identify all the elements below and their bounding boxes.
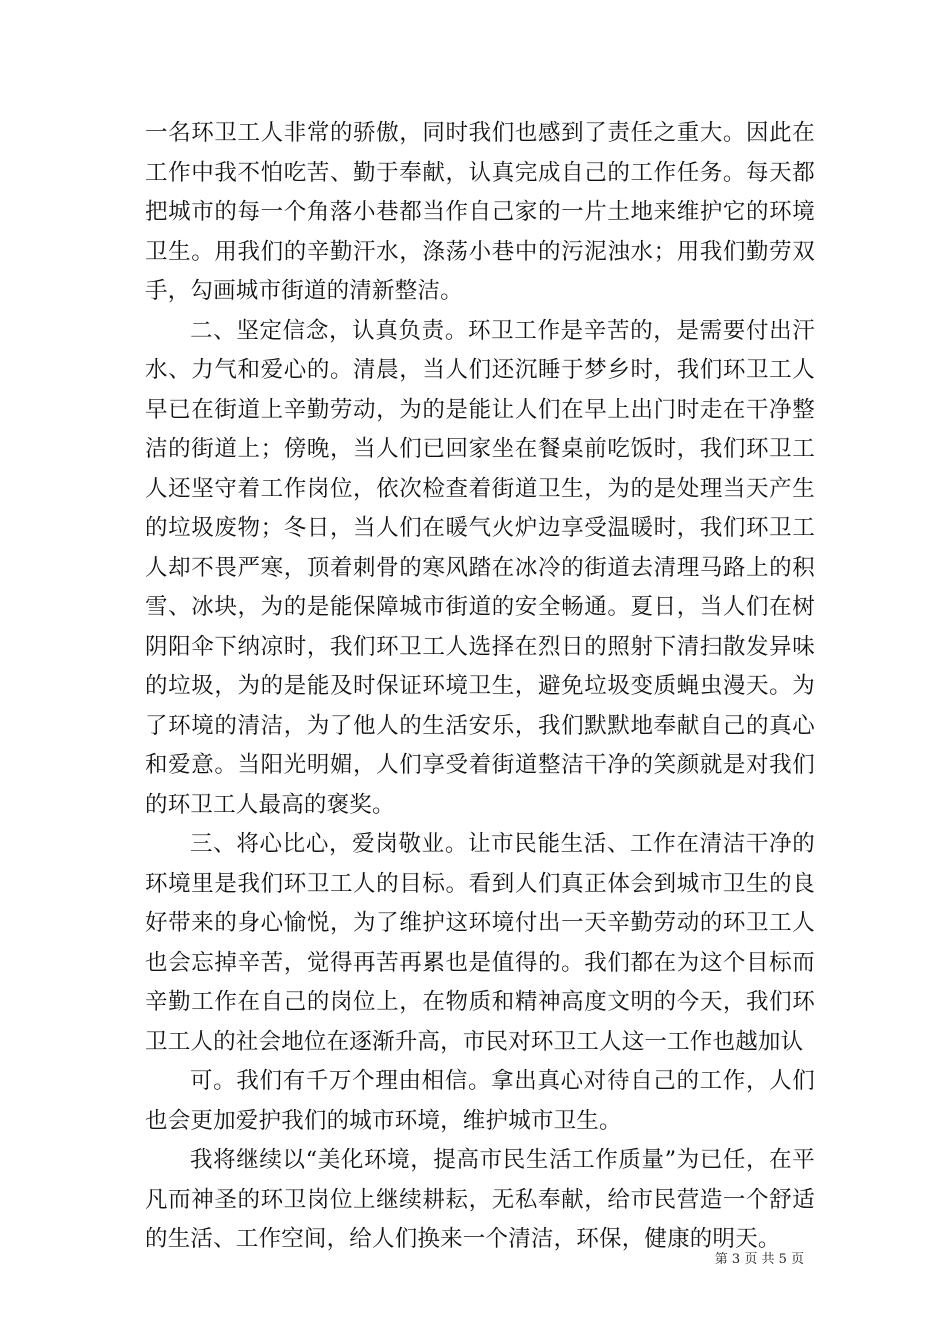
paragraph-closing: 我将继续以“美化环境，提高市民生活工作质量”为已任，在平凡而神圣的环卫岗位上继续耕耘，无私奉献，给市民营造一个舒适的生活、工作空间，给人们换来一个清洁，环保，健康的明天。 — [145, 1147, 815, 1252]
paragraph-continuation: 一名环卫工人非常的骄傲，同时我们也感到了责任之重大。因此在工作中我不怕吃苦、勤于奉献，认真完成自己的工作任务。每天都把城市的每一个角落小巷都当作自己家的一片土地来维护它的环境卫生。用我们的辛勤汗水，涤荡小巷中的污泥浊水；用我们勤劳双手，勾画城市街道的清新整洁。 — [145, 120, 815, 304]
document-body — [145, 114, 815, 1260]
page-number-footer: 第 3 页 共 5 页 — [714, 1252, 804, 1267]
paragraph-section-two: 二、坚定信念，认真负责。环卫工作是辛苦的，是需要付出汗水、力气和爱心的。清晨，当人们还沉睡于梦乡时，我们环卫工人早已在街道上辛勤劳动，为的是能让人们在早上出门时走在干净整洁的街道上；傍晚，当人们已回家坐在餐桌前吃饭时，我们环卫工人还坚守着工作岗位，依次检查着街道卫生，为的是处理当天产生的垃圾废物；冬日，当人们在暖气火炉边享受温暖时，我们环卫工人却不畏严寒，顶着刺骨的寒风踏在冰冷的街道去清理马路上的积雪、冰块，为的是能保障城市街道的安全畅通。夏日，当人们在树阴阳伞下纳凉时，我们环卫工人选择在烈日的照射下清扫散发异味的垃圾，为的是能及时保证环境卫生，避免垃圾变质蝇虫漫天。为了环境的清洁，为了他人的生活安乐，我们默默地奉献自己的真心和爱意。当阳光明媚，人们享受着街道整洁干净的笑颜就是对我们的环卫工人最高的褒奖。 — [145, 317, 815, 818]
paragraph-section-three: 三、将心比心，爱岗敬业。让市民能生活、工作在清洁干净的环境里是我们环卫工人的目标。看到人们真正体会到城市卫生的良好带来的身心愉悦，为了维护这环境付出一天辛勤劳动的环卫工人也会忘掉辛苦，觉得再苦再累也是值得的。我们都在为这个目标而辛勤工作在自己的岗位上，在物质和精神高度文明的今天，我们环卫工人的社会地位在逐渐升高，市民对环卫工人这一工作也越加认 — [145, 831, 815, 1055]
paragraph-section-three-continued: 可。我们有千万个理由相信。拿出真心对待自己的工作，人们也会更加爱护我们的城市环境，维护城市卫生。 — [145, 1068, 815, 1134]
